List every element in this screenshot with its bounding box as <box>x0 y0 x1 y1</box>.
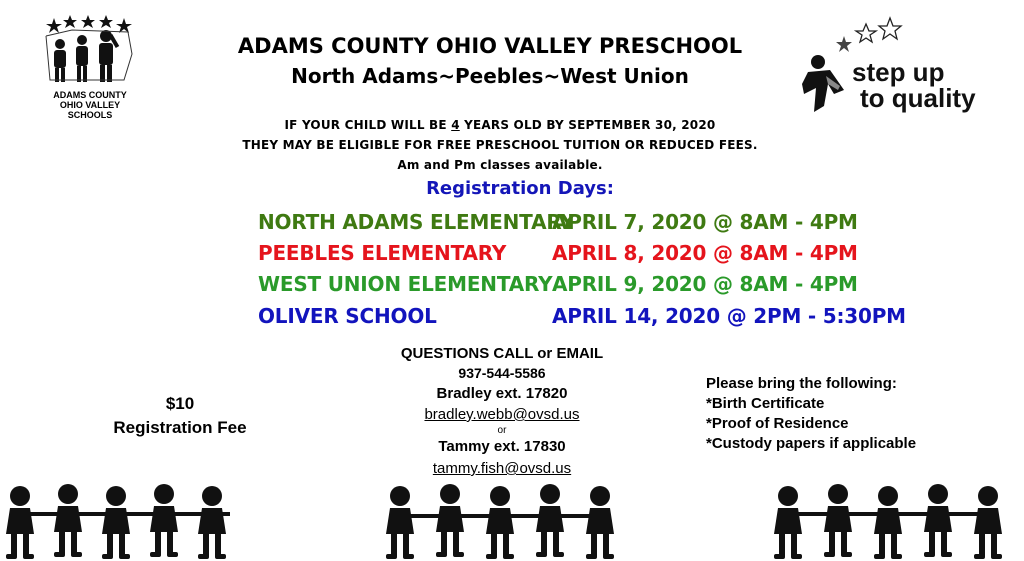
page-title: ADAMS COUNTY OHIO VALLEY PRESCHOOL <box>237 34 743 58</box>
eligibility-line-3: Am and Pm classes available. <box>397 158 603 172</box>
logo-to-quality: to quality <box>860 83 976 113</box>
children-silhouette-icon <box>42 14 138 86</box>
school-peebles: PEEBLES ELEMENTARY <box>258 241 507 265</box>
or-separator: or <box>497 425 507 436</box>
questions-heading: QUESTIONS CALL or EMAIL <box>400 345 604 362</box>
step-up-to-quality-logo <box>800 16 1000 116</box>
registration-days-title: Registration Days: <box>426 178 614 199</box>
running-figure-icon <box>800 54 850 114</box>
school-north-adams: NORTH ADAMS ELEMENTARY <box>258 210 575 234</box>
date-west-union: APRIL 9, 2020 @ 8AM - 4PM <box>552 272 858 296</box>
bring-item-proof-of-residence: *Proof of Residence <box>706 415 849 432</box>
bring-item-birth-certificate: *Birth Certificate <box>706 395 825 412</box>
logo-line-1: ADAMS COUNTY <box>53 90 127 100</box>
date-north-adams: APRIL 7, 2020 @ 8AM - 4PM <box>552 210 858 234</box>
date-oliver: APRIL 14, 2020 @ 2PM - 5:30PM <box>552 304 906 328</box>
phone-number[interactable]: 937-544-5586 <box>458 365 546 381</box>
adams-county-logo <box>42 14 138 120</box>
age-highlight: 4 <box>451 118 460 132</box>
logo-step-up: step up <box>852 57 945 87</box>
children-holding-hands-right-icon <box>768 478 1024 561</box>
bring-item-custody-papers: *Custody papers if applicable <box>706 435 917 452</box>
contact-tammy: Tammy ext. 17830 <box>438 438 566 455</box>
children-holding-hands-center-icon <box>380 480 640 561</box>
children-holding-hands-left-icon <box>0 478 250 561</box>
contact-bradley: Bradley ext. 17820 <box>436 385 568 402</box>
bradley-email-link[interactable]: bradley.webb@ovsd.us <box>424 406 580 423</box>
school-west-union: WEST UNION ELEMENTARY <box>258 272 553 296</box>
logo-line-2: OHIO VALLEY SCHOOLS <box>59 100 121 120</box>
page-subtitle: North Adams~Peebles~West Union <box>291 64 689 88</box>
school-oliver: OLIVER SCHOOL <box>258 304 437 328</box>
bring-heading: Please bring the following: <box>706 375 897 392</box>
fee-label: Registration Fee <box>113 418 247 437</box>
fee-amount: $10 <box>165 394 195 413</box>
eligibility-line-2: THEY MAY BE ELIGIBLE FOR FREE PRESCHOOL TUITION OR REDUCED FEES. <box>242 138 758 152</box>
eligibility-line-1: IF YOUR CHILD WILL BE 4 YEARS OLD BY SEPTEMBER 30, 2020 <box>284 118 716 132</box>
date-peebles: APRIL 8, 2020 @ 8AM - 4PM <box>552 241 858 265</box>
stars-icon <box>830 16 910 52</box>
tammy-email-link[interactable]: tammy.fish@ovsd.us <box>432 460 572 477</box>
